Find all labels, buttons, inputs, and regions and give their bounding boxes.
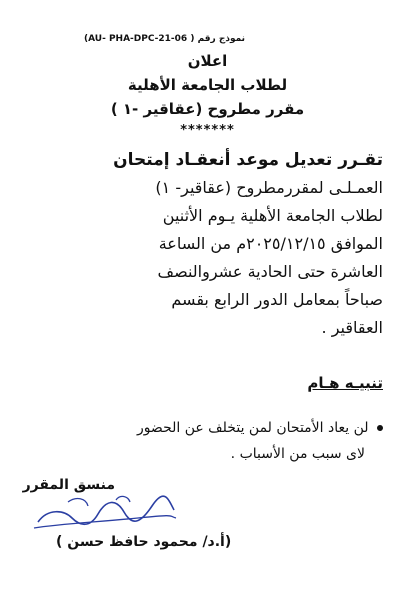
stars-divider: ******* <box>180 123 235 138</box>
body-line-3: لطلاب الجامعة الأهلية يـوم الأثنين <box>162 206 383 225</box>
audience-heading: لطلاب الجامعة الأهلية <box>127 76 288 94</box>
notice-bullet-text: لن يعاد الأمتحان لمن يتخلف عن الحضور <box>136 420 369 436</box>
body-line-7: العقاقير . <box>321 318 383 337</box>
notice-bullet <box>23 420 383 436</box>
signer-name: (أ.د/ محمود حافظ حسن ) <box>56 534 232 550</box>
coordinator-title: منسق المقرر <box>22 477 115 493</box>
body-line-6: صباحاً بمعامل الدور الرابع بقسم <box>171 290 383 309</box>
body-line-4: الموافق ٢٠٢٥/١٢/١٥م من الساعة <box>158 234 383 253</box>
announcement-heading: اعلان <box>187 52 228 70</box>
body-line-1: تقـرر تعديل موعد أنعقـاد إمتحان <box>113 150 383 170</box>
form-number: نموذج رقم ( AU- PHA-DPC-21-06) <box>83 34 245 44</box>
course-heading: مقرر مطروح (عقاقير -١ ) <box>110 100 305 118</box>
body-line-2: العمـلـى لمقررمطروح (عقاقير- ١) <box>155 178 383 197</box>
bullet-icon <box>377 425 383 431</box>
notice-title: تنبيـه هـام <box>307 374 383 392</box>
body-line-5: العاشرة حتى الحادية عشروالنصف <box>157 262 383 281</box>
handwritten-signature <box>28 488 178 536</box>
notice-bullet-continued: لاى سبب من الأسباب . <box>230 446 365 462</box>
